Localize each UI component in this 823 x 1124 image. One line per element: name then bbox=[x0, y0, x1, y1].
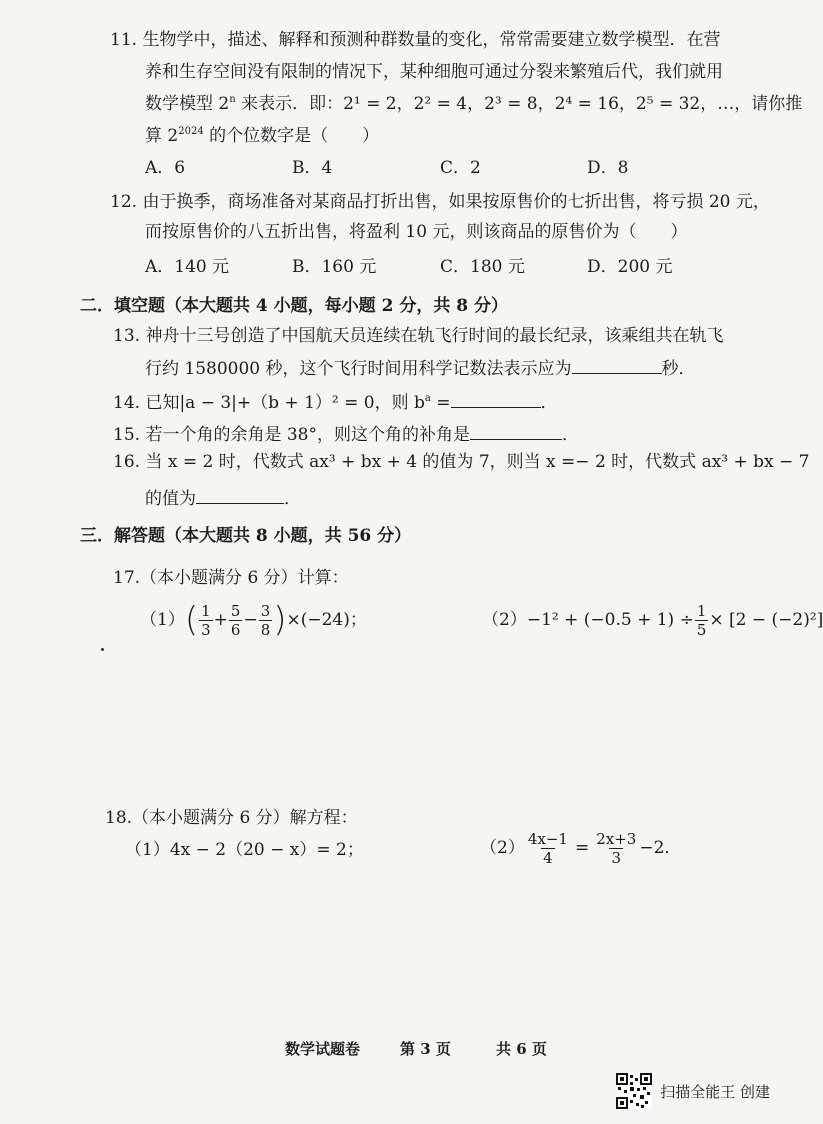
q17-title: 17.（本小题满分 6 分）计算： bbox=[113, 568, 349, 588]
q12-option-a: A．140 元 bbox=[145, 257, 230, 277]
q11-line1: 11. 生物学中，描述、解释和预测种群数量的变化，常常需要建立数学模型．在营 bbox=[110, 30, 721, 50]
q15-line: 15. 若一个角的余角是 38°，则这个角的补角是 ． bbox=[113, 421, 579, 447]
q11-power-1: 2² = 4 bbox=[413, 94, 468, 114]
q14-line: 14. 已知|a − 3|+（b + 1）² = 0，则 $b^a$ = ． bbox=[113, 389, 558, 415]
q17-part2: （2） −1² + (−0.5 + 1) ÷ $\frac{1}{5}$ × [2 − (−2)²] bbox=[482, 601, 823, 639]
q16-answer-blank[interactable] bbox=[196, 485, 284, 504]
scanner-watermark bbox=[616, 1073, 770, 1109]
q11-option-a: A．6 bbox=[145, 158, 186, 178]
q11-power-3: 2⁴ = 16 bbox=[554, 94, 619, 114]
watermark-text: 扫描全能王 创建 bbox=[660, 1082, 770, 1101]
section2-title: 二．填空题（本大题共 4 小题，每小题 2 分，共 8 分） bbox=[80, 296, 508, 316]
qr-code-icon bbox=[616, 1073, 652, 1109]
q12-line1: 12. 由于换季，商场准备对某商品打折出售，如果按原售价的七折出售，将亏损 20 元， bbox=[110, 192, 770, 212]
q17-frac-2: $\frac{5}{6}$ bbox=[230, 601, 241, 639]
q13-line2: 行约 1580000 秒，这个飞行时间用科学记数法表示应为 秒． bbox=[145, 355, 696, 381]
q12-line2: 而按原售价的八五折出售，将盈利 10 元，则该商品的原售价为（ ） bbox=[145, 222, 688, 242]
q13-answer-blank[interactable] bbox=[572, 355, 662, 374]
q17-frac-1: $\frac{1}{3}$ bbox=[201, 601, 211, 639]
q18-title: 18.（本小题满分 6 分）解方程： bbox=[105, 808, 358, 828]
q18-part2: （2） $\frac{4x-1}{4}$ = $\frac{2x+3}{3}$ −2． bbox=[480, 829, 682, 867]
q18-frac-left: $\frac{4x-1}{4}$ bbox=[527, 829, 568, 867]
section3-title: 三．解答题（本大题共 8 小题，共 56 分） bbox=[80, 526, 412, 546]
q17-frac-3: $\frac{3}{8}$ bbox=[260, 601, 271, 639]
q17-frac-4: $\frac{1}{5}$ bbox=[696, 601, 707, 639]
q12-option-d: D．200 元 bbox=[587, 257, 673, 277]
q18-part1: （1）4x − 2（20 − x）= 2； bbox=[125, 840, 364, 860]
q11-power-4: 2⁵ = 32 bbox=[635, 94, 701, 114]
q17-part1: （1） ( $\frac{1}{3}$ + $\frac{5}{6}$ − $\frac{3}{8}$ ) ×(−24)； bbox=[140, 600, 367, 640]
q11-line3: 数学模型 2$^n$ 来表示．即：2¹ = 2，2² = 4，2³ = 8，2⁴ = 16，2⁵ = 32，…，请你推 bbox=[145, 94, 803, 114]
q12-option-c: C．180 元 bbox=[440, 257, 525, 277]
q18-frac-right: $\frac{2x+3}{3}$ bbox=[596, 829, 637, 867]
q11-power-0: 2¹ = 2 bbox=[343, 94, 397, 114]
footer-page: 第 3 页 bbox=[400, 1040, 451, 1058]
q11-line2: 养和生存空间没有限制的情况下，某种细胞可通过分裂来繁殖后代，我们就用 bbox=[145, 62, 723, 82]
q12-option-b: B．160 元 bbox=[292, 257, 377, 277]
q13-line1: 13. 神舟十三号创造了中国航天员连续在轨飞行时间的最长纪录，该乘组共在轨飞 bbox=[113, 326, 724, 346]
q14-answer-blank[interactable] bbox=[451, 389, 541, 408]
stray-mark bbox=[101, 648, 104, 651]
q11-option-d: D．8 bbox=[587, 158, 629, 178]
footer-total: 共 6 页 bbox=[496, 1040, 547, 1058]
q16-line2: 的值为 ． bbox=[145, 485, 301, 511]
q16-line1: 16. 当 x = 2 时，代数式 ax³ + bx + 4 的值为 7，则当 x =− 2 时，代数式 ax³ + bx − 7 bbox=[113, 452, 810, 472]
q11-line4: 算 $2^{2024}$ 的个位数字是（ ） bbox=[145, 126, 380, 146]
q11-power-2: 2³ = 8 bbox=[484, 94, 538, 114]
q11-option-b: B．4 bbox=[292, 158, 333, 178]
q15-answer-blank[interactable] bbox=[470, 421, 562, 440]
q11-option-c: C．2 bbox=[440, 158, 481, 178]
footer-subject: 数学试题卷 bbox=[285, 1040, 361, 1058]
